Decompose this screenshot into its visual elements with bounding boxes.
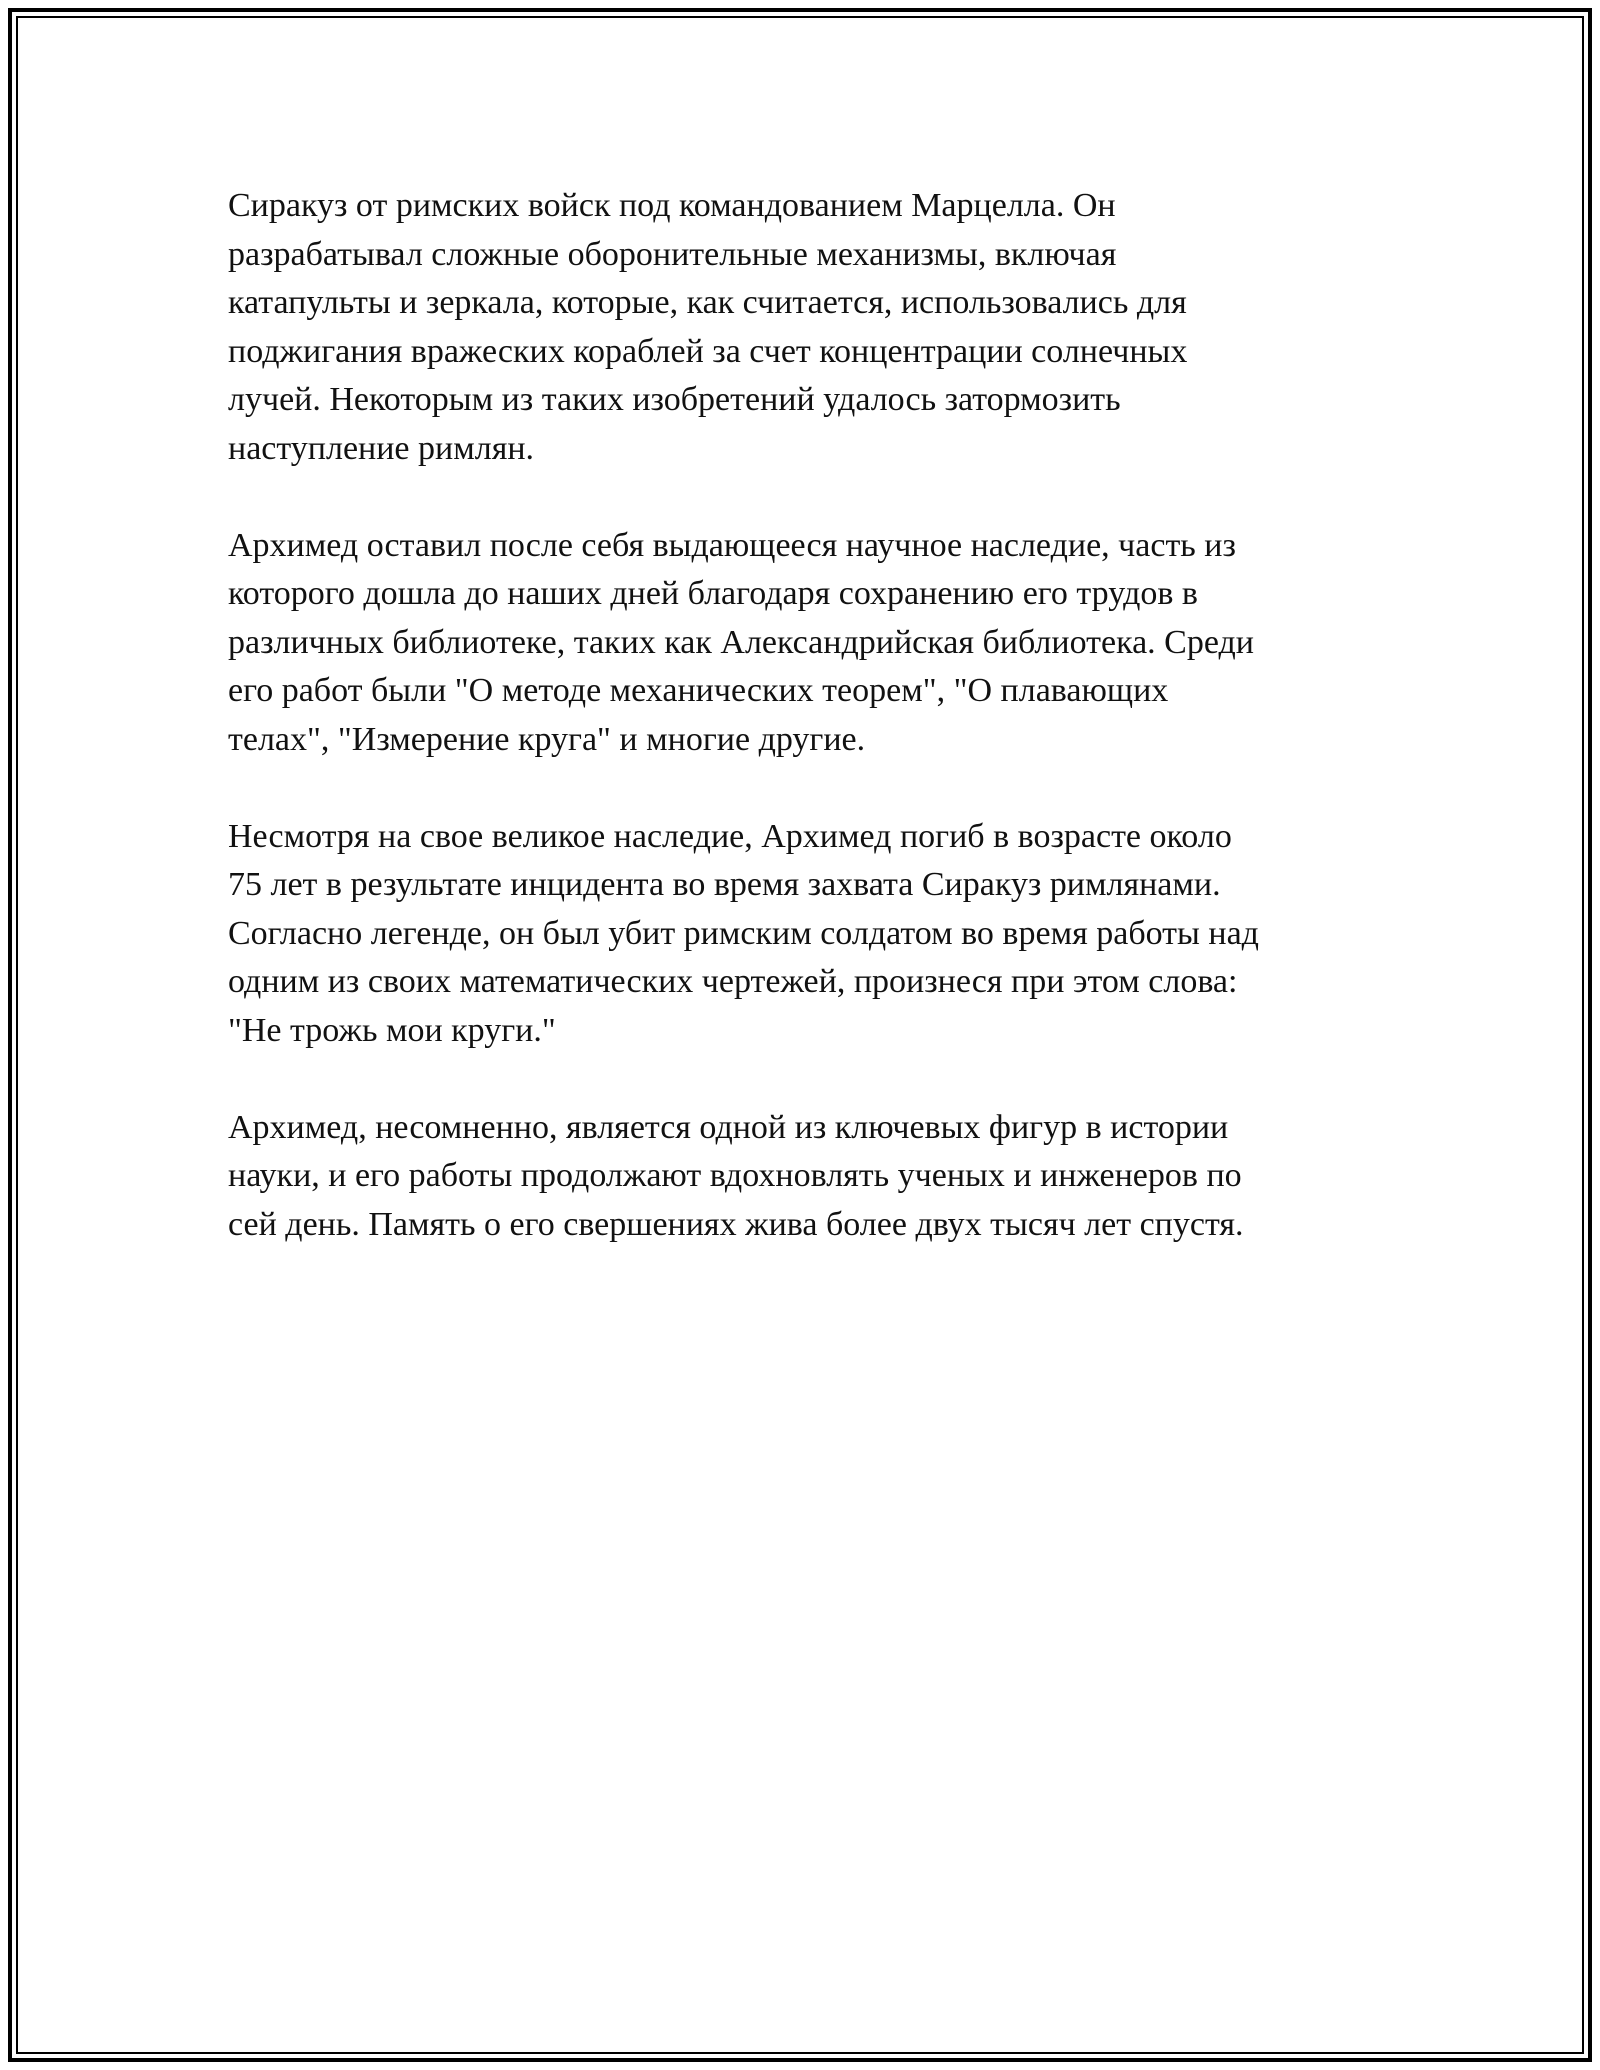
- paragraph-line: Архимед оставил после себя выдающееся научное наследие, часть из: [228, 526, 1236, 564]
- paragraph-3: [228, 813, 1388, 1056]
- paragraph-line: 75 лет в результате инцидента во время захвата Сиракуз римлянами.: [228, 866, 1221, 903]
- paragraph-line: телах", "Измерение круга" и многие другие.: [228, 720, 866, 758]
- paragraph-line: лучей. Некоторым из таких изобретений удалось затормозить: [228, 381, 1121, 418]
- paragraph-line: его работ были "О методе механических теорем", "О плавающих: [228, 672, 1169, 709]
- paragraph-1: [228, 182, 1388, 473]
- paragraph-line: наступление римлян.: [228, 429, 535, 467]
- paragraph-line: различных библиотеке, таких как Александрийская библиотека. Среди: [228, 623, 1254, 661]
- paragraph-line: которого дошла до наших дней благодаря сохранению его трудов в: [228, 575, 1198, 612]
- paragraph-line: сей день. Память о его свершениях жива более двух тысяч лет спустя.: [228, 1205, 1244, 1243]
- paragraph-line: Сиракуз от римских войск под командованием Марцелла. Он: [228, 187, 1116, 224]
- paragraph-line: катапульты и зеркала, которые, как считается, использовались для: [228, 284, 1187, 321]
- paragraph-line: науки, и его работы продолжают вдохновлять ученых и инженеров по: [228, 1157, 1242, 1194]
- paragraph-4: [228, 1104, 1388, 1250]
- paragraph-line: Согласно легенде, он был убит римским солдатом во время работы над: [228, 914, 1259, 952]
- paragraph-line: Несмотря на свое великое наследие, Архимед погиб в возрасте около: [228, 817, 1232, 855]
- paragraph-spacer: [228, 764, 1388, 813]
- paragraph-spacer: [228, 473, 1388, 522]
- paragraph-line: поджигания вражеских кораблей за счет концентрации солнечных: [228, 332, 1188, 370]
- paragraph-2: [228, 522, 1388, 765]
- paragraph-line: одним из своих математических чертежей, произнеся при этом слова:: [228, 963, 1238, 1000]
- paragraph-line: "Не трожь мои круги.": [228, 1011, 556, 1049]
- document-body: [228, 182, 1388, 1249]
- paragraph-line: разрабатывал сложные оборонительные механизмы, включая: [228, 235, 1117, 273]
- paragraph-spacer: [228, 1055, 1388, 1104]
- paragraph-line: Архимед, несомненно, является одной из ключевых фигур в истории: [228, 1108, 1229, 1146]
